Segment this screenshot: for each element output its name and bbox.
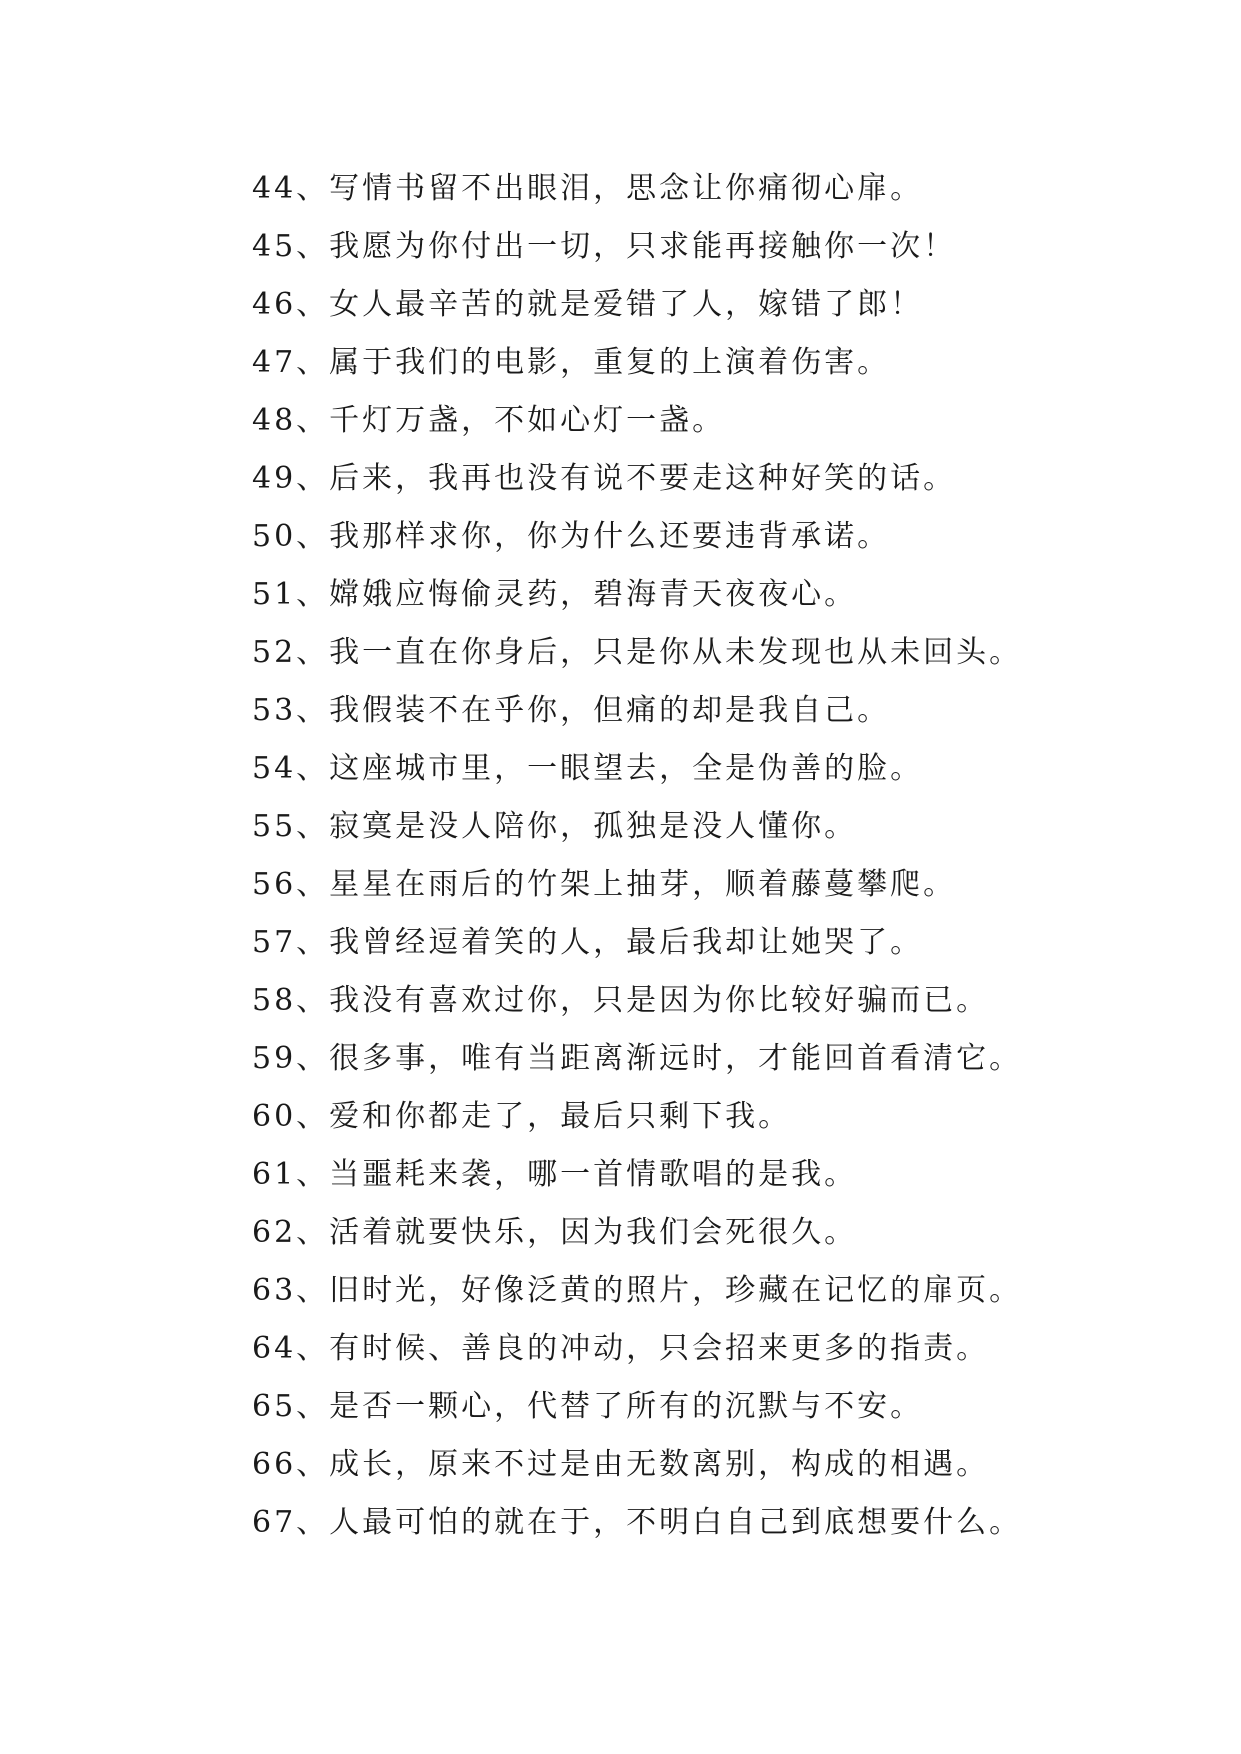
quote-line: 64、有时候、善良的冲动，只会招来更多的指责。 [252, 1331, 990, 1366]
quote-line: 66、成长，原来不过是由无数离别，构成的相遇。 [252, 1447, 990, 1482]
quote-line: 50、我那样求你，你为什么还要违背承诺。 [252, 519, 891, 554]
quote-line: 49、后来，我再也没有说不要走这种好笑的话。 [252, 461, 957, 496]
quote-line: 46、女人最辛苦的就是爱错了人，嫁错了郎！ [252, 287, 924, 322]
quote-line: 45、我愿为你付出一切，只求能再接触你一次！ [252, 229, 957, 264]
quote-line: 59、很多事，唯有当距离渐远时，才能回首看清它。 [252, 1041, 1023, 1076]
quote-line: 44、写情书留不出眼泪，思念让你痛彻心扉。 [252, 171, 924, 206]
quote-line: 51、嫦娥应悔偷灵药，碧海青天夜夜心。 [252, 577, 858, 612]
quote-line: 54、这座城市里，一眼望去，全是伪善的脸。 [252, 751, 924, 786]
quote-line: 61、当噩耗来袭，哪一首情歌唱的是我。 [252, 1157, 858, 1192]
quote-line: 55、寂寞是没人陪你，孤独是没人懂你。 [252, 809, 858, 844]
quote-line: 58、我没有喜欢过你，只是因为你比较好骗而已。 [252, 983, 990, 1018]
quote-list [252, 160, 1022, 1552]
quote-line: 65、是否一颗心，代替了所有的沉默与不安。 [252, 1389, 924, 1424]
quote-line: 53、我假装不在乎你，但痛的却是我自己。 [252, 693, 891, 728]
quote-line: 67、人最可怕的就在于，不明白自己到底想要什么。 [252, 1505, 1023, 1540]
quote-line: 56、星星在雨后的竹架上抽芽，顺着藤蔓攀爬。 [252, 867, 957, 902]
quote-line: 57、我曾经逗着笑的人，最后我却让她哭了。 [252, 925, 924, 960]
quote-line: 63、旧时光，好像泛黄的照片，珍藏在记忆的扉页。 [252, 1273, 1023, 1308]
quote-line: 52、我一直在你身后，只是你从未发现也从未回头。 [252, 635, 1023, 670]
quote-line: 60、爱和你都走了，最后只剩下我。 [252, 1099, 792, 1134]
quote-line: 47、属于我们的电影，重复的上演着伤害。 [252, 345, 891, 380]
quote-line: 62、活着就要快乐，因为我们会死很久。 [252, 1215, 858, 1250]
quote-line: 48、千灯万盏，不如心灯一盏。 [252, 403, 726, 438]
